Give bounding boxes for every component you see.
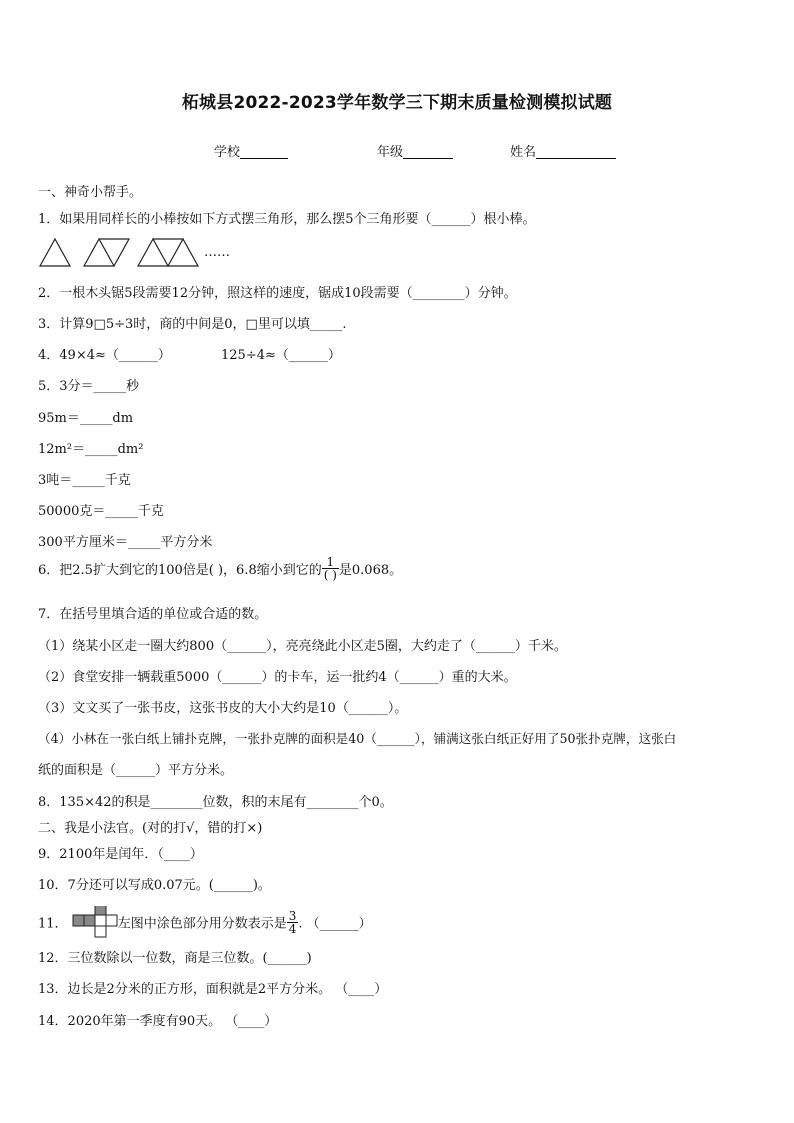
question-10: 10．7分还可以写成0.07元。(______)。 <box>38 878 271 893</box>
triangle-ellipsis: …… <box>204 245 230 260</box>
question-5b: 95m＝_____dm <box>38 411 134 426</box>
question-5e: 50000克＝_____千克 <box>38 504 164 519</box>
question-12: 12．三位数除以一位数，商是三位数。(______) <box>38 951 312 966</box>
question-6-post: 是0.068。 <box>338 563 403 578</box>
question-5f: 300平方厘米＝_____平方分米 <box>38 535 213 550</box>
question-3: 3．计算9□5÷3时，商的中间是0，□里可以填_____. <box>38 317 347 332</box>
section-2-heading: 二、我是小法官。(对的打√，错的打×) <box>38 821 263 836</box>
grid-cell <box>95 915 106 926</box>
question-2: 2．一根木头锯5段需要12分钟，照这样的速度，锯成10段需要（________）分钟。 <box>38 286 517 301</box>
grid-cell-shaded <box>73 915 84 926</box>
question-6-pre: 6．把2.5扩大到它的100倍是( )，6.8缩小到它的 <box>38 563 322 578</box>
fraction-numerator: 3 <box>288 908 297 923</box>
school-field <box>214 141 288 160</box>
question-11-fraction <box>287 910 299 935</box>
question-11-text: 左图中涂色部分用分数表示是 <box>117 916 287 932</box>
fraction-denominator: ( ) <box>323 568 337 582</box>
question-7-2: （2）食堂安排一辆载重5000（______）的卡车，运一批约4（______）重的大米。 <box>38 670 517 685</box>
question-5d: 3吨＝_____千克 <box>38 473 131 488</box>
fraction-numerator: 1 <box>322 556 339 569</box>
name-label: 姓名 <box>510 145 537 160</box>
question-14: 14．2020年第一季度有90天。 （____） <box>38 1014 278 1029</box>
grid-cell-shaded <box>95 906 106 915</box>
triangle-one <box>40 239 70 266</box>
question-11-number: 11． <box>38 916 68 932</box>
triangle-three-a <box>138 239 168 266</box>
question-7-4b: 纸的面积是（______）平方分米。 <box>38 763 234 778</box>
question-9: 9．2100年是闰年．（____） <box>38 847 203 862</box>
school-blank[interactable] <box>240 144 288 159</box>
section-1-heading: 一、神奇小帮手。 <box>38 185 143 200</box>
question-7-1: （1）绕某小区走一圈大约800（______），亮亮绕此小区走5圈，大约走了（______）千米。 <box>38 639 567 654</box>
question-11-post: . （______） <box>298 916 372 932</box>
shaded-grid-figure <box>72 906 118 938</box>
question-5c: 12m²＝_____dm² <box>38 442 144 457</box>
grid-cell <box>95 926 106 937</box>
page-title: 柘城县2022-2023学年数学三下期末质量检测模拟试题 <box>181 93 613 113</box>
triangle-two-b <box>99 239 129 266</box>
question-7: 7．在括号里填合适的单位或合适的数。 <box>38 607 268 622</box>
question-13: 13．边长是2分米的正方形，面积就是2平方分米。 （____） <box>38 982 388 997</box>
name-field <box>510 141 616 160</box>
grade-field <box>377 141 453 160</box>
question-7-4a: （4）小林在一张白纸上铺扑克牌，一张扑克牌的面积是40（______），铺满这张白纸正好用了50张扑克牌，这张白 <box>38 731 677 746</box>
question-6-fraction <box>322 556 339 581</box>
question-6 <box>38 556 402 581</box>
question-4b: 125÷4≈（______） <box>221 348 341 363</box>
school-label: 学校 <box>214 145 241 160</box>
triangle-two-a <box>84 239 114 266</box>
question-5: 5．3分＝_____秒 <box>38 379 140 394</box>
triangle-three-c <box>168 239 198 266</box>
question-4a: 4．49×4≈（______） <box>38 348 171 363</box>
question-11 <box>38 906 372 938</box>
grid-cell-shaded <box>84 915 95 926</box>
question-7-3: （3）文文买了一张书皮，这张书皮的大小大约是10（______）。 <box>38 701 408 716</box>
question-1: 1．如果用同样长的小棒按如下方式摆三角形，那么摆5个三角形要（______）根小棒。 <box>38 212 536 227</box>
fraction-denominator: 4 <box>288 921 297 936</box>
grade-blank[interactable] <box>403 144 453 159</box>
grid-cell <box>106 915 117 926</box>
triangle-three-b <box>153 239 183 266</box>
grade-label: 年级 <box>377 145 404 160</box>
question-8: 8．135×42的积是________位数，积的末尾有________个0。 <box>38 795 393 810</box>
name-blank[interactable] <box>536 144 616 159</box>
